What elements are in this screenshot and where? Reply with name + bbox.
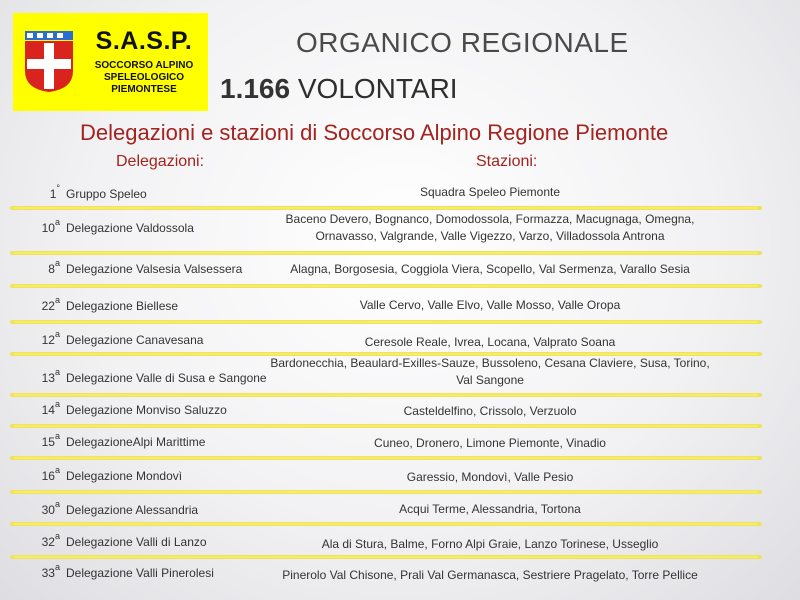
row-divider: [12, 284, 760, 288]
stations-list: Ala di Stura, Balme, Forno Alpi Graie, Lanzo Torinese, Usseglio: [321, 537, 659, 551]
delegation-name: Delegazione Mondovì: [66, 469, 183, 483]
logo-acronym: S.A.S.P.: [95, 27, 193, 55]
row-number: 16$^a$: [41, 465, 60, 483]
row-divider: [12, 490, 760, 494]
delegation-name: Delegazione Valli di Lanzo: [66, 535, 207, 549]
stations-list: Pinerolo Val Chisone, Prali Val Germanasca, Sestriere Pragelato, Torre Pellice: [282, 568, 698, 582]
stations-list: Cuneo, Dronero, Limone Piemonte, Vinadio: [374, 436, 606, 450]
logo-line-3: PIEMONTESE: [111, 84, 177, 95]
stations-list: Garessio, Mondovì, Valle Pesio: [406, 470, 574, 484]
row-number: 1°: [49, 183, 60, 201]
stations-header: Stazioni:: [476, 153, 538, 170]
row-number: 10$^a$: [41, 217, 60, 235]
logo-line-1: SOCCORSO ALPINO: [94, 60, 194, 71]
delegation-name: Delegazione Valdossola: [66, 221, 194, 235]
row-number: 30$^a$: [41, 499, 60, 517]
slide-title: ORGANICO REGIONALE: [296, 27, 629, 58]
delegations-header: Delegazioni:: [116, 153, 205, 170]
row-number: 22$^a$: [41, 295, 60, 313]
stations-list: Casteldelfino, Crissolo, Verzuolo: [403, 404, 577, 418]
row-divider: [12, 456, 760, 460]
row-divider: [12, 251, 760, 255]
slide-subtitle: Delegazioni e stazioni di Soccorso Alpino Regione Piemonte: [80, 120, 669, 145]
stations-list: Baceno Devero, Bognanco, Domodossola, Formazza, Macugnaga, Omegna, Ornavasso, Valgrande, Valle Vigezzo, Varzo, Villadossola Antrona: [285, 212, 695, 243]
volunteer-count-number: 1.166: [220, 73, 291, 104]
row-divider: [12, 320, 760, 324]
stations-list: Acqui Terme, Alessandria, Tortona: [399, 502, 581, 516]
stations-list: Squadra Speleo Piemonte: [419, 185, 561, 199]
row-number: 12$^a$: [41, 329, 60, 347]
row-number: 33$^a$: [41, 562, 60, 580]
row-number: 13$^a$: [41, 367, 60, 385]
delegation-name: Delegazione Valli Pinerolesi: [66, 566, 214, 580]
delegation-name: Delegazione Alessandria: [66, 503, 199, 517]
delegation-name: Gruppo Speleo: [66, 187, 147, 201]
stations-list: Alagna, Borgosesia, Coggiola Viera, Scopello, Val Sermenza, Varallo Sesia: [290, 262, 690, 276]
row-number: 15$^a$: [41, 431, 60, 449]
delegation-name: Delegazione Valle di Susa e Sangone: [66, 371, 267, 385]
row-number: 14$^a$: [41, 399, 60, 417]
row-number: 32$^a$: [41, 531, 60, 549]
row-divider: [12, 206, 760, 210]
row-number: 8$^a$: [48, 258, 60, 276]
stations-list: Ceresole Reale, Ivrea, Locana, Valprato Soana: [364, 335, 616, 349]
delegation-name: Delegazione Canavesana: [66, 333, 204, 347]
row-divider: [12, 424, 760, 428]
delegation-name: Delegazione Valsesia Valsessera: [66, 262, 243, 276]
sasp-logo: [13, 13, 208, 111]
stations-list: Valle Cervo, Valle Elvo, Valle Mosso, Valle Oropa: [359, 298, 621, 312]
delegation-name: Delegazione Monviso Saluzzo: [66, 403, 227, 417]
logo-line-2: SPELEOLOGICO: [103, 72, 184, 83]
stations-list: Bardonecchia, Beaulard-Exilles-Sauze, Bussoleno, Cesana Claviere, Susa, Torino, Val Sangone: [270, 356, 710, 387]
delegation-name: DelegazioneAlpi Marittime: [66, 435, 206, 449]
volunteer-count: [220, 73, 458, 105]
row-divider: [12, 393, 760, 397]
volunteer-count-label: VOLONTARI: [297, 73, 458, 104]
row-divider: [12, 555, 760, 559]
piedmont-shield-icon: [23, 31, 75, 93]
delegation-name: Delegazione Biellese: [66, 299, 179, 313]
row-divider: [12, 522, 760, 526]
